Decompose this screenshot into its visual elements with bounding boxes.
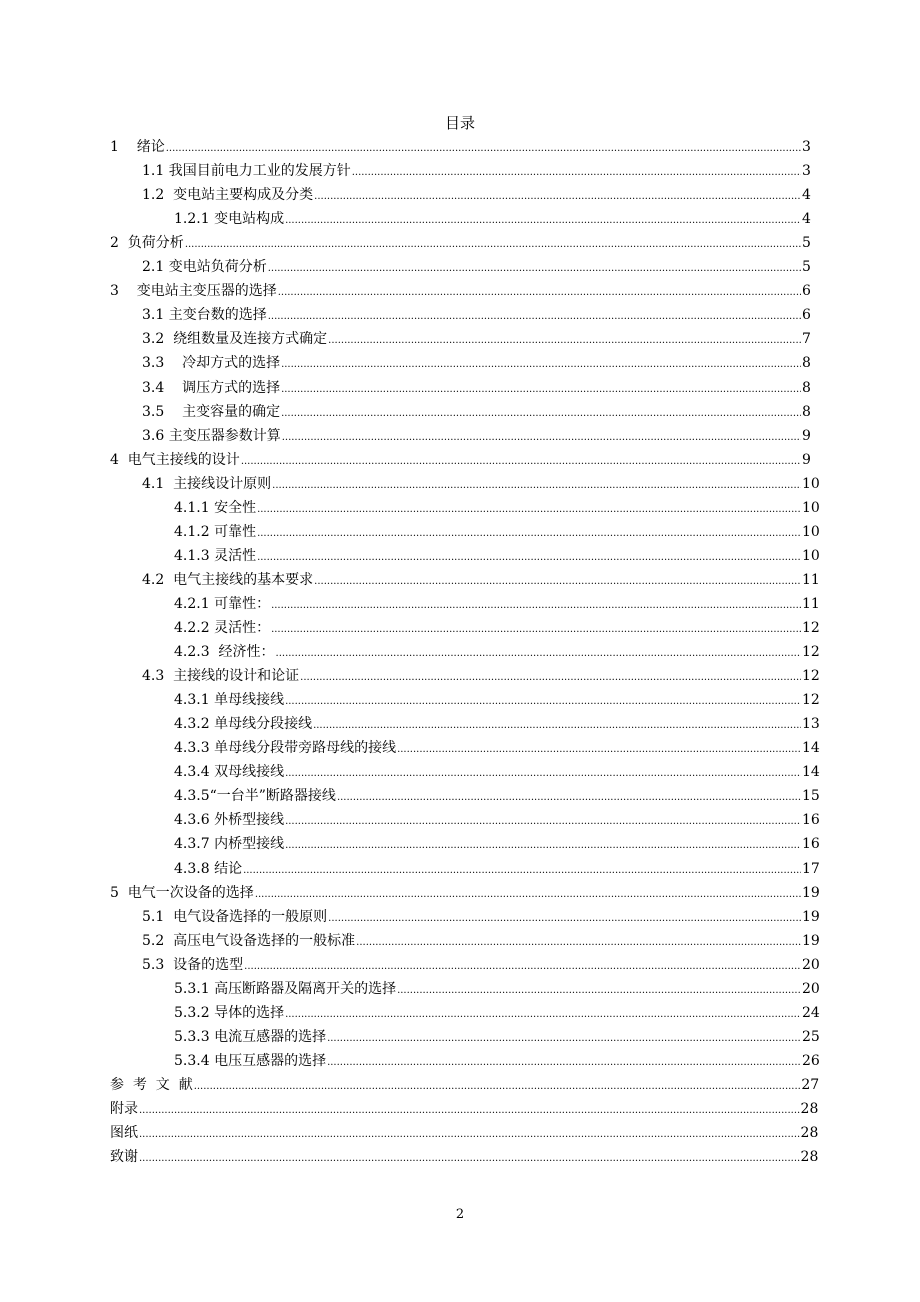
toc-entry-page: 6: [802, 307, 811, 323]
toc-entry-page: 28: [800, 1101, 819, 1117]
toc-leader-dots: [278, 279, 801, 305]
toc-entry[interactable]: [142, 953, 820, 977]
toc-leader-dots: [285, 808, 801, 834]
toc-entry[interactable]: [142, 664, 820, 688]
toc-entry-page: 20: [802, 981, 820, 997]
toc-entry-page: 14: [802, 764, 820, 780]
toc-entry[interactable]: [110, 135, 810, 159]
toc-entry[interactable]: [142, 905, 820, 929]
toc-leader-dots: [337, 784, 801, 810]
toc-entry-title: 5.1 电气设备选择的一般原则: [142, 909, 328, 925]
toc-leader-dots: [257, 544, 801, 570]
toc-leader-dots: [285, 760, 801, 786]
toc-entry[interactable]: [110, 1073, 820, 1097]
toc-entry[interactable]: [110, 881, 820, 905]
toc-entry[interactable]: [142, 424, 810, 448]
toc-entry[interactable]: [174, 520, 820, 544]
toc-leader-dots: [313, 712, 801, 738]
toc-entry-page: 8: [802, 404, 811, 420]
toc-entry[interactable]: [174, 1025, 820, 1049]
toc-entry-page: 19: [802, 909, 820, 925]
toc-entry-page: 19: [802, 885, 820, 901]
toc-entry-title: 3.2 绕组数量及连接方式确定: [142, 331, 328, 347]
toc-entry-title: 致谢: [110, 1149, 138, 1165]
toc-leader-dots: [282, 424, 801, 450]
toc-leader-dots: [281, 376, 801, 402]
toc-entry-title: 4.1.1 安全性: [174, 500, 257, 516]
toc-entry-page: 5: [802, 259, 811, 275]
toc-leader-dots: [271, 616, 801, 642]
toc-entry-title: 2 负荷分析: [110, 235, 184, 251]
toc-entry-page: 28: [800, 1125, 819, 1141]
toc-entry-page: 9: [802, 428, 811, 444]
toc-entry[interactable]: [110, 231, 810, 255]
toc-entry-page: 10: [802, 548, 820, 564]
toc-entry-title: 3 变电站主变压器的选择: [110, 283, 277, 299]
toc-entry-page: 11: [802, 596, 820, 612]
page-number: 2: [455, 1207, 465, 1222]
toc-entry-title: 4.3.6 外桥型接线: [174, 812, 285, 828]
toc-entry-title: 4.1 主接线设计原则: [142, 476, 272, 492]
toc-entry[interactable]: [174, 592, 820, 616]
toc-entry-title: 3.4 调压方式的选择: [142, 380, 281, 396]
toc-leader-dots: [194, 1073, 801, 1099]
toc-entry[interactable]: [174, 1049, 820, 1073]
toc-entry[interactable]: [174, 832, 820, 856]
toc-entry-title: 5 电气一次设备的选择: [110, 885, 254, 901]
toc-entry-page: 19: [802, 933, 820, 949]
toc-leader-dots: [314, 183, 801, 209]
toc-entry[interactable]: [142, 327, 810, 351]
toc-entry[interactable]: [174, 784, 820, 808]
toc-entry-title: 4.1.2 可靠性: [174, 524, 257, 540]
toc-entry[interactable]: [174, 688, 820, 712]
toc-leader-dots: [185, 231, 801, 257]
toc-leader-dots: [139, 1097, 800, 1123]
toc-entry-title: 2.1 变电站负荷分析: [142, 259, 267, 275]
toc-entry-page: 28: [800, 1149, 819, 1165]
toc-entry[interactable]: [142, 472, 820, 496]
toc-entry-title: 5.3 设备的选型: [142, 957, 244, 973]
toc-entry-page: 10: [802, 476, 820, 492]
toc-entry-page: 13: [802, 716, 820, 732]
toc-entry-page: 4: [802, 211, 811, 227]
toc-entry-title: 4.3.5“一台半”断路器接线: [174, 788, 336, 804]
toc-entry[interactable]: [110, 279, 810, 303]
toc-leader-dots: [255, 881, 801, 907]
toc-entry-title: 4.2.1 可靠性：: [174, 596, 271, 612]
toc-entry-title: 参 考 文 献: [110, 1077, 193, 1093]
toc-entry-page: 8: [802, 355, 811, 371]
toc-entry[interactable]: [110, 1121, 819, 1145]
toc-entry-page: 3: [802, 139, 811, 155]
toc-leader-dots: [241, 448, 801, 474]
toc-entry-page: 10: [802, 500, 820, 516]
toc-entry-title: 1.2 变电站主要构成及分类: [142, 187, 314, 203]
toc-entry-title: 3.5 主变容量的确定: [142, 404, 281, 420]
toc-entry[interactable]: [110, 1097, 819, 1121]
toc-entry-title: 4.1.3 灵活性: [174, 548, 257, 564]
toc-entry-title: 5.3.4 电压互感器的选择: [174, 1053, 327, 1069]
toc-entry-page: 25: [802, 1029, 820, 1045]
toc-entry-title: 1 绪论: [110, 139, 165, 155]
toc-entry-title: 5.3.2 导体的选择: [174, 1005, 285, 1021]
toc-entry[interactable]: [142, 255, 810, 279]
toc-entry[interactable]: [174, 544, 820, 568]
toc-entry[interactable]: [174, 760, 820, 784]
toc-entry[interactable]: [174, 616, 820, 640]
toc-entry-page: 8: [802, 380, 811, 396]
toc-leader-dots: [397, 736, 801, 762]
toc-entry-title: 4.2 电气主接线的基本要求: [142, 572, 314, 588]
toc-entry-page: 6: [802, 283, 811, 299]
toc-leader-dots: [285, 832, 801, 858]
toc-entry-page: 20: [802, 957, 820, 973]
toc-entry-page: 12: [802, 668, 820, 684]
toc-leader-dots: [352, 159, 801, 185]
toc-entry-title: 4.3.8 结论: [174, 861, 243, 877]
toc-leader-dots: [356, 929, 801, 955]
toc-leader-dots: [327, 1049, 801, 1075]
toc-entry-title: 3.1 主变台数的选择: [142, 307, 267, 323]
toc-entry-page: 14: [802, 740, 820, 756]
toc-entry-page: 9: [802, 452, 811, 468]
toc-entry[interactable]: [174, 640, 820, 664]
toc-entry-page: 16: [802, 836, 820, 852]
toc-entry[interactable]: [142, 376, 810, 400]
toc-entry-page: 24: [802, 1005, 820, 1021]
toc-leader-dots: [139, 1121, 800, 1147]
toc-entry-title: 3.6 主变压器参数计算: [142, 428, 281, 444]
toc-entry-title: 1.1 我国目前电力工业的发展方针: [142, 163, 351, 179]
toc-entry-title: 附录: [110, 1101, 138, 1117]
toc-entry-title: 1.2.1 变电站构成: [174, 211, 285, 227]
toc-entry-page: 16: [802, 812, 820, 828]
toc-entry[interactable]: [174, 496, 820, 520]
toc-entry[interactable]: [142, 568, 820, 592]
toc-leader-dots: [314, 568, 801, 594]
toc-leader-dots: [244, 953, 801, 979]
toc-leader-dots: [397, 977, 801, 1003]
toc-entry-page: 4: [802, 187, 811, 203]
toc-entry-title: 4.3.4 双母线接线: [174, 764, 285, 780]
toc-entry-page: 3: [802, 163, 811, 179]
toc-leader-dots: [268, 255, 801, 281]
toc-entry[interactable]: [174, 1001, 820, 1025]
toc-entry-title: 4.3.2 单母线分段接线: [174, 716, 313, 732]
toc-leader-dots: [300, 664, 801, 690]
toc-entry[interactable]: [142, 303, 810, 327]
toc-entry-title: 4.3.7 内桥型接线: [174, 836, 285, 852]
toc-leader-dots: [271, 592, 801, 618]
toc-entry-page: 17: [802, 861, 820, 877]
toc-entry[interactable]: [174, 712, 820, 736]
toc-entry-page: 10: [802, 524, 820, 540]
toc-entry[interactable]: [142, 351, 810, 375]
toc-entry-page: 27: [801, 1077, 820, 1093]
toc-entry[interactable]: [174, 736, 820, 760]
toc-entry-title: 5.2 高压电气设备选择的一般标准: [142, 933, 356, 949]
toc-entry-title: 5.3.1 高压断路器及隔离开关的选择: [174, 981, 397, 997]
toc-leader-dots: [281, 351, 801, 377]
toc-entry[interactable]: [142, 159, 810, 183]
toc-title: 目录: [444, 114, 475, 132]
toc-entry[interactable]: [142, 400, 810, 424]
toc-entry-page: 26: [802, 1053, 820, 1069]
toc-entry[interactable]: [142, 183, 810, 207]
toc-entry-page: 15: [802, 788, 820, 804]
toc-entry-page: 12: [802, 620, 820, 636]
toc-entry[interactable]: [174, 808, 820, 832]
toc-leader-dots: [166, 135, 801, 161]
toc-entry-page: 12: [802, 692, 820, 708]
toc-leader-dots: [272, 472, 801, 498]
toc-leader-dots: [257, 496, 801, 522]
toc-leader-dots: [328, 905, 801, 931]
toc-entry-title: 3.3 冷却方式的选择: [142, 355, 281, 371]
toc-entry-page: 12: [802, 644, 820, 660]
toc-entry-title: 4.2.2 灵活性：: [174, 620, 271, 636]
toc-entry[interactable]: [110, 1145, 819, 1169]
toc-entry-page: 5: [802, 235, 811, 251]
toc-entry[interactable]: [174, 207, 810, 231]
toc-entry-title: 图纸: [110, 1125, 138, 1141]
toc-leader-dots: [327, 1025, 801, 1051]
toc-entry[interactable]: [110, 448, 810, 472]
toc-leader-dots: [243, 857, 801, 883]
toc-leader-dots: [139, 1145, 800, 1171]
toc-entry-title: 4.2.3 经济性：: [174, 644, 275, 660]
toc-leader-dots: [257, 520, 801, 546]
toc-entry[interactable]: [174, 977, 820, 1001]
toc-leader-dots: [268, 303, 801, 329]
toc-entry-title: 4 电气主接线的设计: [110, 452, 240, 468]
toc-entry-page: 11: [802, 572, 820, 588]
toc-entry-title: 4.3.1 单母线接线: [174, 692, 285, 708]
toc-entry[interactable]: [142, 929, 820, 953]
toc-entry-page: 7: [802, 331, 811, 347]
toc-leader-dots: [328, 327, 801, 353]
toc-leader-dots: [285, 207, 801, 233]
toc-entry-title: 4.3 主接线的设计和论证: [142, 668, 300, 684]
toc-entry[interactable]: [174, 857, 820, 881]
toc-leader-dots: [281, 400, 801, 426]
toc-leader-dots: [276, 640, 801, 666]
toc-entry-title: 5.3.3 电流互感器的选择: [174, 1029, 327, 1045]
toc-leader-dots: [285, 688, 801, 714]
toc-entry-title: 4.3.3 单母线分段带旁路母线的接线: [174, 740, 397, 756]
toc-leader-dots: [285, 1001, 801, 1027]
